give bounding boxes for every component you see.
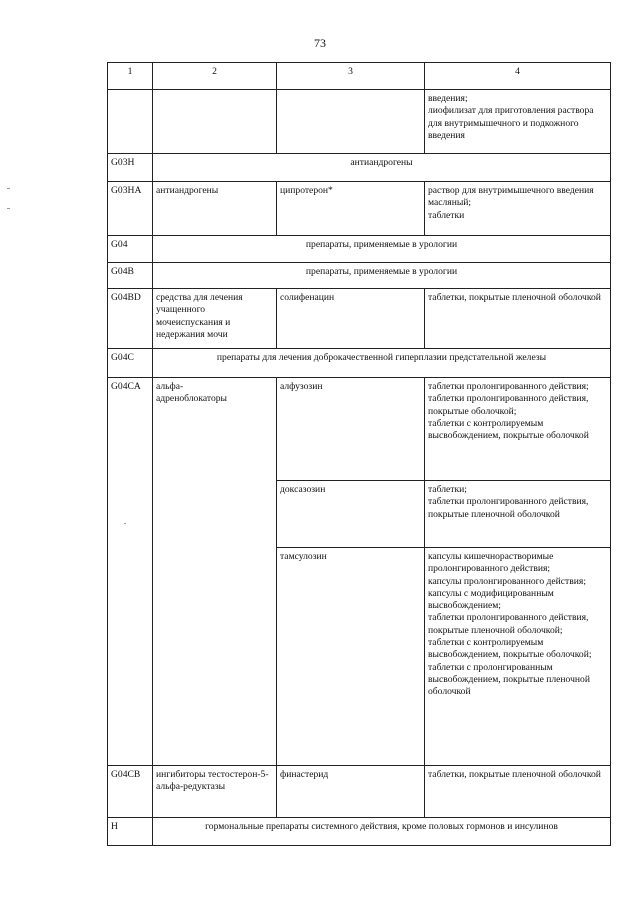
column-header-4: 4 <box>425 63 611 90</box>
group-cell: альфа- адреноблокаторы <box>153 378 277 766</box>
table-row-continuation <box>108 90 611 154</box>
group-cell: ингибиторы тестостерон-5-альфа-редуктазы <box>153 766 277 818</box>
group-cell <box>153 90 277 154</box>
dosage-forms-cell: таблетки, покрытые пленочной оболочкой <box>425 766 611 818</box>
table-header-row <box>108 63 611 90</box>
atc-code-cell: H <box>108 818 153 846</box>
table-row-h <box>108 818 611 846</box>
drug-cell: финастерид <box>277 766 425 818</box>
page-number: 73 <box>314 36 326 50</box>
atc-code-cell: G04 <box>108 236 153 263</box>
section-title-cell: гормональные препараты системного действия, кроме половых гормонов и инсулинов <box>153 818 611 846</box>
group-cell: антиандрогены <box>153 182 277 236</box>
dosage-forms-cell: таблетки, покрытые пленочной оболочкой <box>425 289 611 349</box>
atc-code-cell <box>108 90 153 154</box>
dosage-forms-cell: таблетки пролонгированного действия; таблетки пролонгированного действия, покрытые оболочкой; таблетки с контролируемым высвобождением, покрытые оболочкой <box>425 378 611 481</box>
atc-code-cell: G04B <box>108 263 153 289</box>
drug-cell: солифенацин <box>277 289 425 349</box>
dosage-forms-cell: введения; лиофилизат для приготовления раствора для внутримышечного и подкожного введения <box>425 90 611 154</box>
drug-classification-table <box>107 62 611 846</box>
column-header-2: 2 <box>153 63 277 90</box>
drug-cell <box>277 90 425 154</box>
scan-mark <box>7 188 10 189</box>
table-row-g04 <box>108 236 611 263</box>
table-row-g04b <box>108 263 611 289</box>
drug-cell: ципротерон* <box>277 182 425 236</box>
drug-cell: тамсулозин <box>277 548 425 766</box>
table-row-g04c <box>108 349 611 378</box>
atc-code-cell: G03H <box>108 154 153 182</box>
group-cell: средства для лечения учащенного мочеиспускания и недержания мочи <box>153 289 277 349</box>
section-title-cell: препараты, применяемые в урологии <box>153 263 611 289</box>
atc-code-cell: G04BD <box>108 289 153 349</box>
atc-code-cell: G04C <box>108 349 153 378</box>
dosage-forms-cell: таблетки; таблетки пролонгированного действия, покрытые пленочной оболочкой <box>425 481 611 548</box>
scan-mark <box>7 208 10 209</box>
section-title-cell: препараты, применяемые в урологии <box>153 236 611 263</box>
atc-code-cell: G04CA <box>108 378 153 766</box>
column-header-1: 1 <box>108 63 153 90</box>
column-header-3: 3 <box>277 63 425 90</box>
atc-code-cell: G04CB <box>108 766 153 818</box>
section-title-cell: антиандрогены <box>153 154 611 182</box>
table-row-g04ca-alfuzosin <box>108 378 611 481</box>
table-row-g04cb <box>108 766 611 818</box>
drug-cell: алфузозин <box>277 378 425 481</box>
section-title-cell: препараты для лечения доброкачественной гиперплазии предстательной железы <box>153 349 611 378</box>
dosage-forms-cell: капсулы кишечнорастворимые пролонгированного действия; капсулы пролонгированного действия; капсулы с модифицированным высвобождением; таблетки пролонгированного действия, покрытые пленочной оболочкой; таблетки с контролируемым высвобождением, покрытые оболочкой; таблетки с пролонгированным высвобождением, покрытые пленочной оболочкой <box>425 548 611 766</box>
table-row-g03ha <box>108 182 611 236</box>
table-row-g04bd <box>108 289 611 349</box>
atc-code-cell: G03HA <box>108 182 153 236</box>
drug-cell: доксазозин <box>277 481 425 548</box>
dosage-forms-cell: раствор для внутримышечного введения масляный; таблетки <box>425 182 611 236</box>
table-row-g03h <box>108 154 611 182</box>
